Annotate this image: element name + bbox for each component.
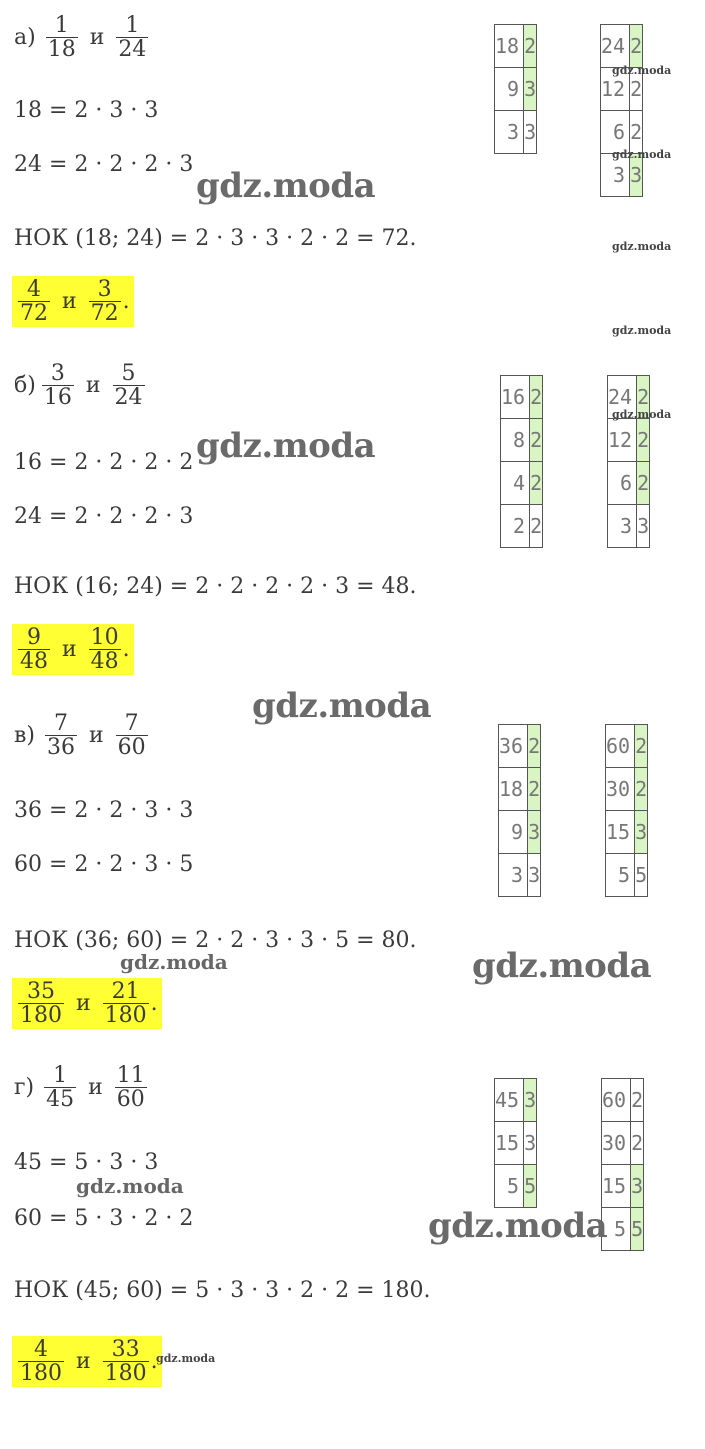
fraction [89, 278, 121, 325]
table-cell-factor: 2 [630, 111, 643, 154]
table-cell-number: 18 [499, 768, 528, 811]
table-cell-factor: 2 [528, 768, 541, 811]
answer-a [12, 276, 134, 327]
table-cell-number: 8 [501, 419, 530, 462]
period: . [122, 637, 130, 663]
conjunction: и [85, 373, 101, 399]
table-cell-number: 5 [606, 854, 635, 897]
numerator: 3 [97, 277, 112, 302]
task-label: г) [14, 1075, 35, 1101]
table-row [501, 462, 543, 505]
watermark: gdz.moda [156, 1352, 216, 1365]
table-cell-factor: 2 [635, 768, 648, 811]
table-row [495, 68, 537, 111]
table-cell-factor: 3 [524, 68, 537, 111]
table-row [608, 462, 650, 505]
table-cell-number: 30 [606, 768, 635, 811]
factorization: 45 = 5 · 3 · 3 [14, 1150, 159, 1175]
table-cell-factor: 5 [524, 1165, 537, 1208]
lcm-line: НОК (36; 60) = 2 · 2 · 3 · 3 · 5 = 80. [14, 928, 417, 953]
table-cell-number: 9 [495, 68, 524, 111]
table-row [495, 1079, 537, 1122]
numerator: 4 [34, 1337, 48, 1362]
factorization: 60 = 5 · 3 · 2 · 2 [14, 1206, 194, 1231]
table-cell-number: 6 [601, 111, 630, 154]
table-row [499, 854, 541, 897]
denominator: 45 [46, 1087, 75, 1113]
table-row [495, 111, 537, 154]
period: . [150, 991, 158, 1017]
table-cell-number: 60 [602, 1079, 631, 1122]
conjunction: и [76, 1349, 91, 1375]
denominator: 16 [43, 385, 72, 411]
watermark: gdz.moda [472, 946, 652, 986]
table-row [606, 811, 648, 854]
watermark: gdz.moda [612, 324, 672, 337]
factor-table [500, 375, 543, 548]
factor-table [494, 1078, 537, 1208]
numerator: 1 [53, 1063, 68, 1088]
period: . [122, 289, 130, 315]
table-cell-factor: 3 [635, 811, 648, 854]
table-row [495, 25, 537, 68]
table-cell-factor: 2 [637, 462, 650, 505]
table-row [606, 854, 648, 897]
table-cell-number: 3 [499, 854, 528, 897]
table-cell-number: 15 [606, 811, 635, 854]
numerator: 3 [50, 361, 65, 386]
fraction [103, 980, 149, 1027]
factor-table [601, 1078, 644, 1251]
factor-table [607, 375, 650, 548]
table-cell-number: 45 [495, 1079, 524, 1122]
watermark: gdz.moda [252, 686, 432, 726]
table-cell-number: 15 [495, 1122, 524, 1165]
fraction [18, 278, 50, 325]
numerator: 21 [111, 979, 140, 1004]
denominator: 180 [20, 1003, 62, 1029]
lcm-line: НОК (16; 24) = 2 · 2 · 2 · 2 · 3 = 48. [14, 574, 417, 599]
table-cell-factor: 3 [524, 111, 537, 154]
numerator: 4 [27, 277, 41, 302]
answer-v [12, 978, 162, 1029]
fraction [89, 626, 121, 673]
table-cell-number: 3 [608, 505, 637, 548]
lcm-line: НОК (45; 60) = 5 · 3 · 3 · 2 · 2 = 180. [14, 1278, 431, 1303]
watermark: gdz.moda [196, 166, 376, 206]
fraction [42, 362, 74, 409]
conjunction: и [88, 1075, 103, 1101]
table-cell-number: 24 [608, 376, 637, 419]
numerator: 1 [125, 13, 140, 38]
table-row [501, 376, 543, 419]
numerator: 10 [90, 625, 119, 650]
table-cell-factor: 5 [631, 1208, 644, 1251]
factor-table [494, 24, 537, 154]
denominator: 48 [20, 649, 48, 675]
table-cell-factor: 2 [635, 725, 648, 768]
fraction [44, 1064, 76, 1111]
table-cell-number: 60 [606, 725, 635, 768]
table-cell-number: 30 [602, 1122, 631, 1165]
fraction [46, 14, 78, 61]
fraction [18, 980, 64, 1027]
conjunction: и [89, 25, 105, 51]
factorization: 36 = 2 · 2 · 3 · 3 [14, 798, 194, 823]
table-cell-factor: 2 [530, 505, 543, 548]
table-cell-factor: 2 [637, 376, 650, 419]
denominator: 180 [104, 1003, 147, 1029]
table-cell-number: 3 [495, 111, 524, 154]
fraction [115, 1064, 147, 1111]
denominator: 180 [104, 1361, 147, 1387]
table-row [602, 1208, 644, 1251]
watermark: gdz.moda [612, 240, 672, 253]
table-row [602, 1122, 644, 1165]
table-row [495, 1165, 537, 1208]
table-cell-number: 5 [602, 1208, 631, 1251]
table-row [602, 1165, 644, 1208]
table-row [495, 1122, 537, 1165]
task-v [14, 712, 150, 759]
denominator: 18 [47, 37, 76, 63]
table-cell-factor: 2 [637, 419, 650, 462]
factor-table [600, 24, 643, 197]
table-cell-factor: 3 [528, 811, 541, 854]
table-cell-number: 18 [495, 25, 524, 68]
denominator: 72 [20, 301, 48, 327]
factorization: 60 = 2 · 2 · 3 · 5 [14, 852, 194, 877]
denominator: 72 [90, 301, 119, 327]
answer-b [12, 624, 134, 675]
table-cell-number: 24 [601, 25, 630, 68]
table-cell-factor: 2 [530, 419, 543, 462]
table-cell-number: 4 [501, 462, 530, 505]
table-row [501, 419, 543, 462]
conjunction: и [88, 723, 104, 749]
fraction [18, 1338, 64, 1385]
table-cell-factor: 3 [524, 1079, 537, 1122]
table-cell-factor: 3 [528, 854, 541, 897]
table-cell-number: 2 [501, 505, 530, 548]
watermark: gdz.moda [120, 950, 228, 974]
table-cell-number: 36 [499, 725, 528, 768]
denominator: 24 [114, 385, 143, 411]
denominator: 36 [46, 735, 75, 761]
fraction [113, 362, 145, 409]
table-cell-factor: 5 [635, 854, 648, 897]
table-cell-number: 6 [608, 462, 637, 505]
table-row [608, 505, 650, 548]
watermark: gdz.moda [612, 64, 672, 77]
table-cell-number: 5 [495, 1165, 524, 1208]
table-cell-factor: 3 [631, 1165, 644, 1208]
table-cell-factor: 3 [524, 1122, 537, 1165]
table-row [606, 768, 648, 811]
watermark: gdz.moda [612, 148, 672, 161]
watermark: gdz.moda [428, 1206, 608, 1246]
lcm-line: НОК (18; 24) = 2 · 3 · 3 · 2 · 2 = 72. [14, 226, 417, 251]
table-row [608, 419, 650, 462]
factorization: 24 = 2 · 2 · 2 · 3 [14, 504, 194, 529]
table-cell-factor: 3 [630, 154, 643, 197]
table-cell-number: 16 [501, 376, 530, 419]
table-cell-factor: 3 [637, 505, 650, 548]
task-a [14, 14, 150, 61]
numerator: 33 [111, 1337, 140, 1362]
table-cell-factor: 2 [631, 1122, 644, 1165]
numerator: 1 [54, 13, 69, 38]
fraction [45, 712, 77, 759]
fraction [116, 14, 148, 61]
task-label: а) [14, 25, 36, 51]
task-g [14, 1064, 149, 1111]
table-cell-factor: 2 [630, 68, 643, 111]
table-cell-factor: 2 [530, 376, 543, 419]
table-row [499, 768, 541, 811]
factorization: 24 = 2 · 2 · 2 · 3 [14, 152, 194, 177]
table-row [602, 1079, 644, 1122]
denominator: 180 [20, 1361, 62, 1387]
table-row [601, 25, 643, 68]
table-row [499, 811, 541, 854]
fraction [103, 1338, 149, 1385]
table-cell-factor: 2 [631, 1079, 644, 1122]
denominator: 24 [118, 37, 147, 63]
factor-table [605, 724, 648, 897]
table-cell-number: 15 [602, 1165, 631, 1208]
table-cell-factor: 2 [530, 462, 543, 505]
table-cell-factor: 2 [528, 725, 541, 768]
table-row [501, 505, 543, 548]
numerator: 11 [116, 1063, 145, 1088]
fraction [18, 626, 50, 673]
watermark: gdz.moda [612, 408, 672, 421]
watermark: gdz.moda [76, 1174, 184, 1198]
denominator: 60 [116, 1087, 145, 1113]
numerator: 7 [53, 711, 68, 736]
table-cell-factor: 2 [524, 25, 537, 68]
task-label: в) [14, 723, 35, 749]
table-cell-number: 12 [601, 68, 630, 111]
numerator: 9 [27, 625, 41, 650]
table-cell-number: 9 [499, 811, 528, 854]
denominator: 60 [117, 735, 146, 761]
task-b [14, 362, 147, 409]
numerator: 35 [27, 979, 55, 1004]
fraction [116, 712, 148, 759]
factorization: 18 = 2 · 3 · 3 [14, 98, 159, 123]
conjunction: и [62, 637, 77, 663]
table-cell-number: 12 [608, 419, 637, 462]
conjunction: и [76, 991, 91, 1017]
conjunction: и [62, 289, 77, 315]
table-row [499, 725, 541, 768]
numerator: 5 [121, 361, 136, 386]
denominator: 48 [90, 649, 119, 675]
task-label: б) [14, 373, 36, 399]
answer-g [12, 1336, 162, 1387]
table-row [606, 725, 648, 768]
table-cell-factor: 2 [630, 25, 643, 68]
table-cell-number: 3 [601, 154, 630, 197]
watermark: gdz.moda [196, 426, 376, 466]
period: . [150, 1349, 158, 1375]
factorization: 16 = 2 · 2 · 2 · 2 [14, 450, 194, 475]
factor-table [498, 724, 541, 897]
numerator: 7 [124, 711, 139, 736]
